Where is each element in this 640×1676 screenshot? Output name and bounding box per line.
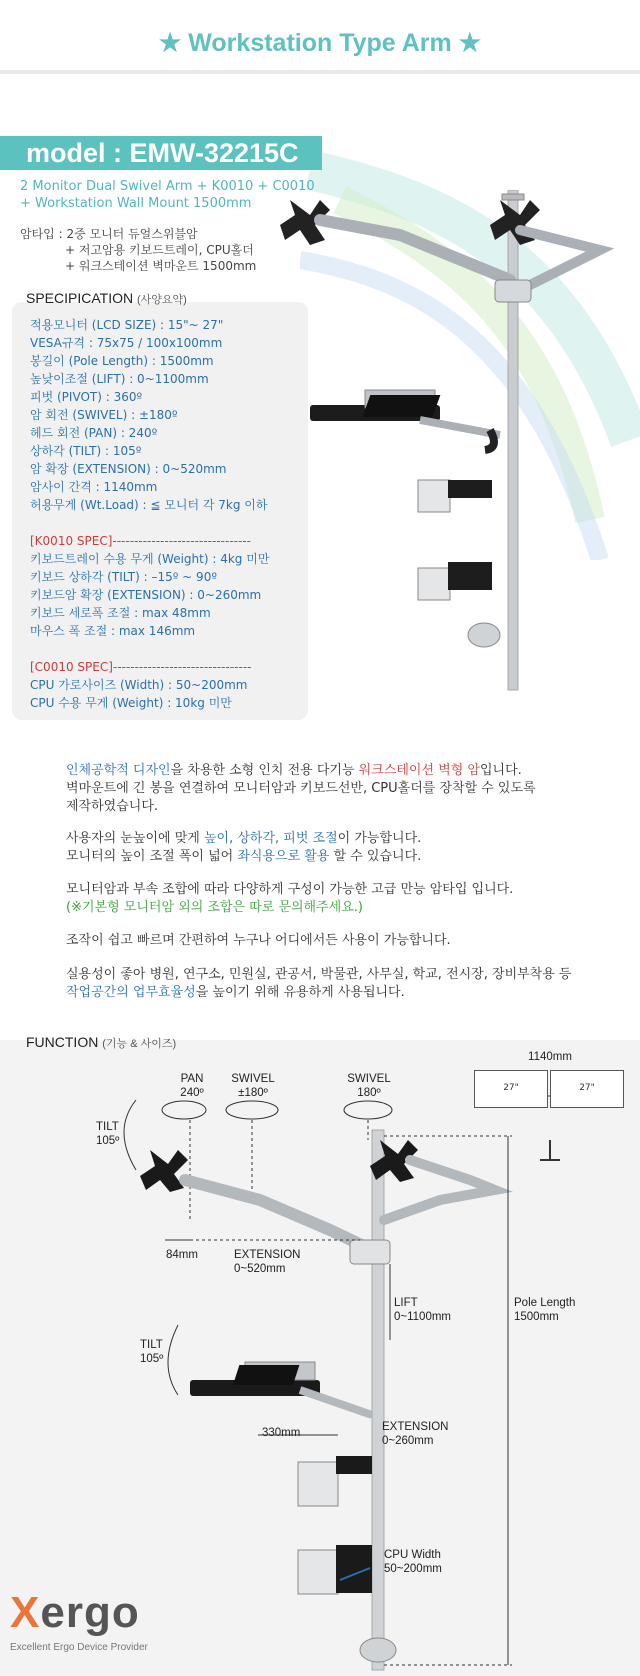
tilt-monitor-label xyxy=(96,1120,119,1148)
tilt-title: TILT xyxy=(96,1121,119,1133)
monitor-left: 27" xyxy=(474,1070,548,1108)
function-heading-sub: (기능 & 사이즈) xyxy=(102,1038,177,1050)
k0010-spec-line: 키보드암 확장 (EXTENSION) : 0~260mm xyxy=(30,588,262,602)
swivel-title: SWIVEL xyxy=(231,1073,275,1085)
dim-330mm: 330mm xyxy=(262,1427,301,1439)
spec-line: 허용무게 (Wt.Load) : ≦ 모니터 각 7kg 이하 xyxy=(30,498,268,512)
spec-list xyxy=(30,316,269,712)
spec-line: 암 확장 (EXTENSION) : 0~520mm xyxy=(30,462,227,476)
page-title: ★ Workstation Type Arm ★ xyxy=(158,29,482,57)
para-text: 할 수 있습니다. xyxy=(329,849,422,864)
swivel-value: 180º xyxy=(357,1087,381,1099)
spec-line: 적용모니터 (LCD SIZE) : 15"~ 27" xyxy=(30,318,224,332)
c0010-spec-line: CPU 수용 무게 (Weight) : 10kg 미만 xyxy=(30,696,232,710)
spec-heading xyxy=(26,290,187,307)
model-badge: model : EMW-32215C xyxy=(0,136,322,170)
c0010-spec-title: [C0010 SPEC]-------------------------------- xyxy=(30,660,252,674)
k0010-spec-line: 키보드 상하각 (TILT) : –15º ~ 90º xyxy=(30,570,217,584)
para-text: 제작하였습니다. xyxy=(66,799,159,814)
dim-84mm: 84mm xyxy=(166,1249,198,1261)
arm-type-line2: + 저고암용 키보드트레이, CPU홀더 xyxy=(65,243,254,257)
arm-type-line1: 암타입 : 2중 모니터 듀얼스위블암 xyxy=(20,227,198,241)
model-subtitle-line1: 2 Monitor Dual Swivel Arm + K0010 + C0010 xyxy=(20,179,315,194)
cpu-width-value: 50~200mm xyxy=(384,1563,442,1575)
para-text: 모니터암과 부속 조합에 따라 다양하게 구성이 가능한 고급 만능 암타입 입니다. xyxy=(66,882,514,897)
pole-length-label xyxy=(514,1296,575,1324)
para-note: (※기본형 모니터암 외의 조합은 따로 문의해주세요.) xyxy=(66,900,363,915)
k0010-spec-title: [K0010 SPEC]-------------------------------- xyxy=(30,534,251,548)
pan-value: 240º xyxy=(180,1087,204,1099)
extension-keyboard-label xyxy=(382,1420,448,1448)
tilt-value: 105º xyxy=(140,1353,164,1365)
spec-line: 헤드 회전 (PAN) : 240º xyxy=(30,426,158,440)
highlight-efficiency: 작업공간의 업무효율성 xyxy=(66,985,196,1000)
spec-line: 암사이 간격 : 1140mm xyxy=(30,480,158,494)
extension-value: 0~520mm xyxy=(234,1263,286,1275)
spec-heading-text: SPECIPICATION xyxy=(26,290,134,306)
pole-length-value: 1500mm xyxy=(514,1311,559,1323)
spec-line: 높낮이조절 (LIFT) : 0~1100mm xyxy=(30,372,209,386)
lift-value: 0~1100mm xyxy=(394,1311,452,1323)
swivel-value: ±180º xyxy=(238,1087,268,1099)
para-text: 을 높이기 위해 유용하게 사용됩니다. xyxy=(195,985,405,1000)
pan-label xyxy=(172,1072,212,1100)
model-subtitle-line2: + Workstation Wall Mount 1500mm xyxy=(20,196,252,211)
highlight-wall-arm: 워크스테이션 벽형 암 xyxy=(358,763,480,778)
swivel-title: SWIVEL xyxy=(347,1073,391,1085)
description-paragraph-2 xyxy=(66,830,421,866)
highlight-ergonomic: 인체공학적 디자인 xyxy=(66,763,171,778)
description-paragraph-4: 조작이 쉽고 빠르며 간편하여 누구나 어디에서든 사용이 가능합니다. xyxy=(66,933,451,948)
c0010-spec-line: CPU 가로사이즈 (Width) : 50~200mm xyxy=(30,678,248,692)
spec-line: 암 회전 (SWIVEL) : ±180º xyxy=(30,408,178,422)
lift-label xyxy=(394,1296,451,1324)
product-illustration xyxy=(270,190,640,710)
tilt-value: 105º xyxy=(96,1135,120,1147)
description-paragraph-1 xyxy=(66,762,536,816)
tilt-title: TILT xyxy=(140,1339,163,1351)
para-text: 입니다. xyxy=(479,763,522,778)
extension-value: 0~260mm xyxy=(382,1435,434,1447)
spec-line: VESA규격 : 75x75 / 100x100mm xyxy=(30,336,223,350)
function-heading-text: FUNCTION xyxy=(26,1034,99,1050)
para-text: 벽마운트에 긴 봉을 연결하여 모니터암과 키보드선반, CPU홀더를 장착할 수 있도록 xyxy=(66,781,536,796)
monitor-right: 27" xyxy=(550,1070,624,1108)
tilt-keyboard-label xyxy=(140,1338,163,1366)
k0010-spec-line: 마우스 폭 조절 : max 146mm xyxy=(30,624,196,638)
k0010-spec-line: 키보드트레이 수용 무게 (Weight) : 4kg 미만 xyxy=(30,552,270,566)
brand-tagline: Excellent Ergo Device Provider xyxy=(10,1642,148,1653)
extension-arm-label xyxy=(234,1248,300,1276)
highlight-seated: 좌식용으로 활용 xyxy=(237,849,330,864)
para-text: 실용성이 좋아 병원, 연구소, 민원실, 관공서, 박물관, 사무실, 학교, 전시장, 장비부착용 등 xyxy=(66,967,572,982)
pan-title: PAN xyxy=(180,1073,204,1085)
arm-type-description xyxy=(20,226,256,274)
spec-line: 봉길이 (Pole Length) : 1500mm xyxy=(30,354,214,368)
spec-line: 피벗 (PIVOT) : 360º xyxy=(30,390,143,404)
extension-title: EXTENSION xyxy=(382,1421,449,1433)
cpu-width-label xyxy=(384,1548,442,1576)
arm-type-line3: + 워크스테이션 벽마운트 1500mm xyxy=(65,259,257,273)
spec-line: 상하각 (TILT) : 105º xyxy=(30,444,142,458)
brand-logo xyxy=(10,1588,140,1638)
swivel-left-label xyxy=(228,1072,278,1100)
pole-length-title: Pole Length xyxy=(514,1297,576,1309)
para-text: 을 차용한 소형 인치 전용 다기능 xyxy=(170,763,359,778)
description-paragraph-3 xyxy=(66,881,513,917)
lift-title: LIFT xyxy=(394,1297,418,1309)
logo-x: X xyxy=(10,1588,41,1637)
cpu-width-title: CPU Width xyxy=(384,1549,441,1561)
title-divider xyxy=(0,70,640,74)
monitor-span-label: 1140mm xyxy=(528,1051,572,1063)
extension-title: EXTENSION xyxy=(234,1249,301,1261)
swivel-right-label xyxy=(344,1072,394,1100)
spec-heading-sub: (사양요약) xyxy=(136,294,187,306)
para-text: 이 가능합니다. xyxy=(337,831,422,846)
para-text: 사용자의 눈높이에 맞게 xyxy=(66,831,204,846)
highlight-adjust: 높이, 상하각, 피벗 조절 xyxy=(203,831,338,846)
k0010-spec-line: 키보드 세로폭 조절 : max 48mm xyxy=(30,606,211,620)
para-text: 모니터의 높이 조절 폭이 넓어 xyxy=(66,849,238,864)
description-paragraph-5 xyxy=(66,966,572,1002)
logo-rest: ergo xyxy=(40,1588,140,1637)
